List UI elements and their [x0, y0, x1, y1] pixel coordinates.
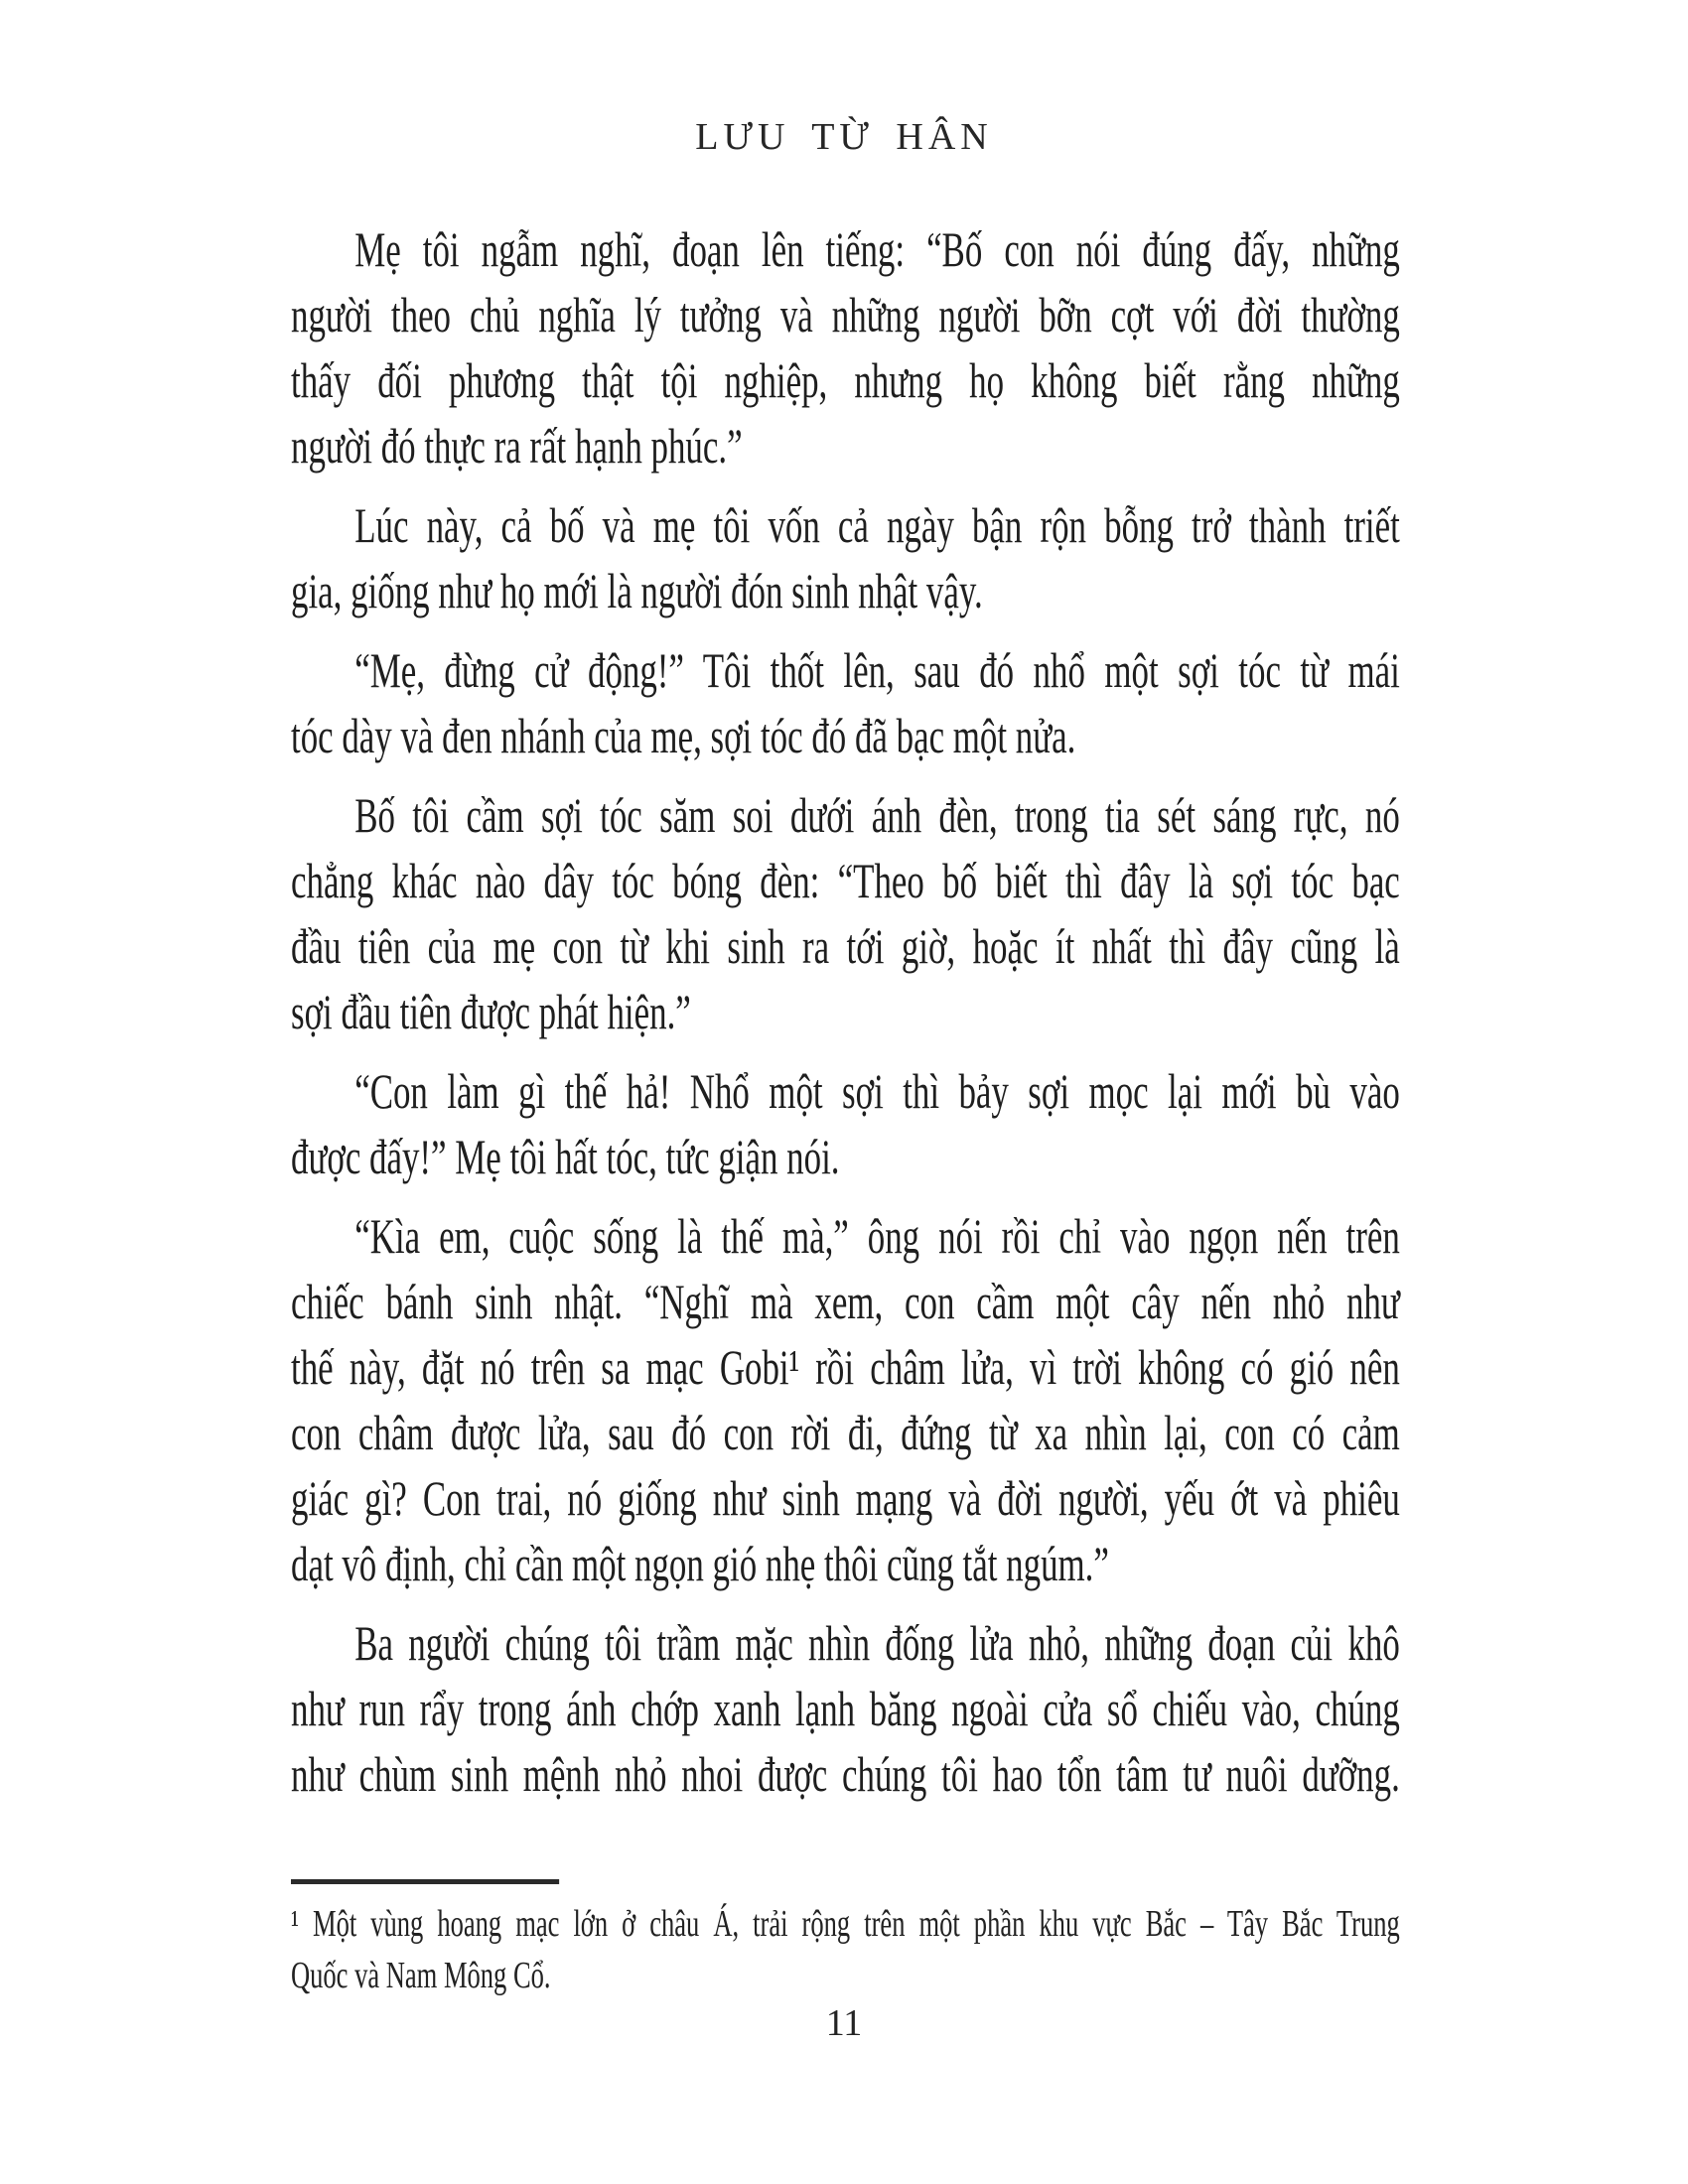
body-line: Bố tôi cầm sợi tóc săm soi dưới ánh đèn, trong tia sét sáng rực, nó	[354, 787, 1400, 843]
body-line: như run rẩy trong ánh chớp xanh lạnh băng ngoài cửa sổ chiếu vào, chúng	[291, 1681, 1400, 1736]
paragraph	[291, 216, 1400, 478]
footnote-lines	[291, 1898, 1400, 2001]
body-line: đầu tiên của mẹ con từ khi sinh ra tới giờ, hoặc ít nhất thì đây cũng là	[291, 918, 1400, 974]
body-line: thế này, đặt nó trên sa mạc Gobi¹ rồi châm lửa, vì trời không có gió nên	[291, 1339, 1400, 1395]
footnote-line: Quốc và Nam Mông Cổ.	[291, 1955, 551, 1996]
footnote-line: ¹ Một vùng hoang mạc lớn ở châu Á, trải rộng trên một phần khu vực Bắc – Tây Bắc Trung	[291, 1903, 1400, 1945]
body-line: tóc dày và đen nhánh của mẹ, sợi tóc đó đã bạc một nửa.	[291, 708, 1076, 763]
paragraph	[291, 492, 1400, 623]
body-line: con châm được lửa, sau đó con rời đi, đứng từ xa nhìn lại, con có cảm	[291, 1405, 1400, 1460]
body-line: “Mẹ, đừng cử động!” Tôi thốt lên, sau đó nhổ một sợi tóc từ mái	[354, 642, 1400, 698]
paragraph	[291, 1203, 1400, 1596]
running-head: LƯU TỪ HÂN	[695, 116, 993, 158]
body-line: “Kìa em, cuộc sống là thế mà,” ông nói rồi chỉ vào ngọn nến trên	[354, 1208, 1400, 1264]
paragraph	[291, 1610, 1400, 1807]
body-line: được đấy!” Mẹ tôi hất tóc, tức giận nói.	[291, 1129, 840, 1184]
body-text	[291, 216, 1400, 1821]
body-line: giác gì? Con trai, nó giống như sinh mạng và đời người, yếu ớt và phiêu	[291, 1470, 1400, 1526]
paragraph	[291, 637, 1400, 768]
body-line: sợi đầu tiên được phát hiện.”	[291, 984, 691, 1039]
body-line: như chùm sinh mệnh nhỏ nhoi được chúng tôi hao tổn tâm tư nuôi dưỡng.	[291, 1746, 1400, 1802]
footnote-rule	[291, 1879, 559, 1884]
body-line: Mẹ tôi ngẫm nghĩ, đoạn lên tiếng: “Bố con nói đúng đấy, những	[354, 221, 1400, 277]
body-line: người theo chủ nghĩa lý tưởng và những người bỡn cợt với đời thường	[291, 287, 1400, 342]
page-number: 11	[825, 2002, 863, 2044]
paragraph	[291, 1058, 1400, 1189]
body-line: “Con làm gì thế hả! Nhổ một sợi thì bảy sợi mọc lại mới bù vào	[354, 1063, 1400, 1119]
footnote	[291, 1879, 1400, 2001]
body-line: chiếc bánh sinh nhật. “Nghĩ mà xem, con cầm một cây nến nhỏ như	[291, 1274, 1400, 1329]
paragraph	[291, 782, 1400, 1044]
body-line: chẳng khác nào dây tóc bóng đèn: “Theo bố biết thì đây là sợi tóc bạc	[291, 853, 1400, 908]
body-line: gia, giống như họ mới là người đón sinh nhật vậy.	[291, 563, 983, 618]
body-line: dạt vô định, chỉ cần một ngọn gió nhẹ thôi cũng tắt ngúm.”	[291, 1536, 1109, 1591]
body-line: Lúc này, cả bố và mẹ tôi vốn cả ngày bận rộn bỗng trở thành triết	[354, 497, 1400, 553]
body-line: Ba người chúng tôi trầm mặc nhìn đống lửa nhỏ, những đoạn củi khô	[354, 1615, 1400, 1671]
body-line: người đó thực ra rất hạnh phúc.”	[291, 418, 743, 474]
body-line: thấy đối phương thật tội nghiệp, nhưng họ không biết rằng những	[291, 352, 1400, 408]
